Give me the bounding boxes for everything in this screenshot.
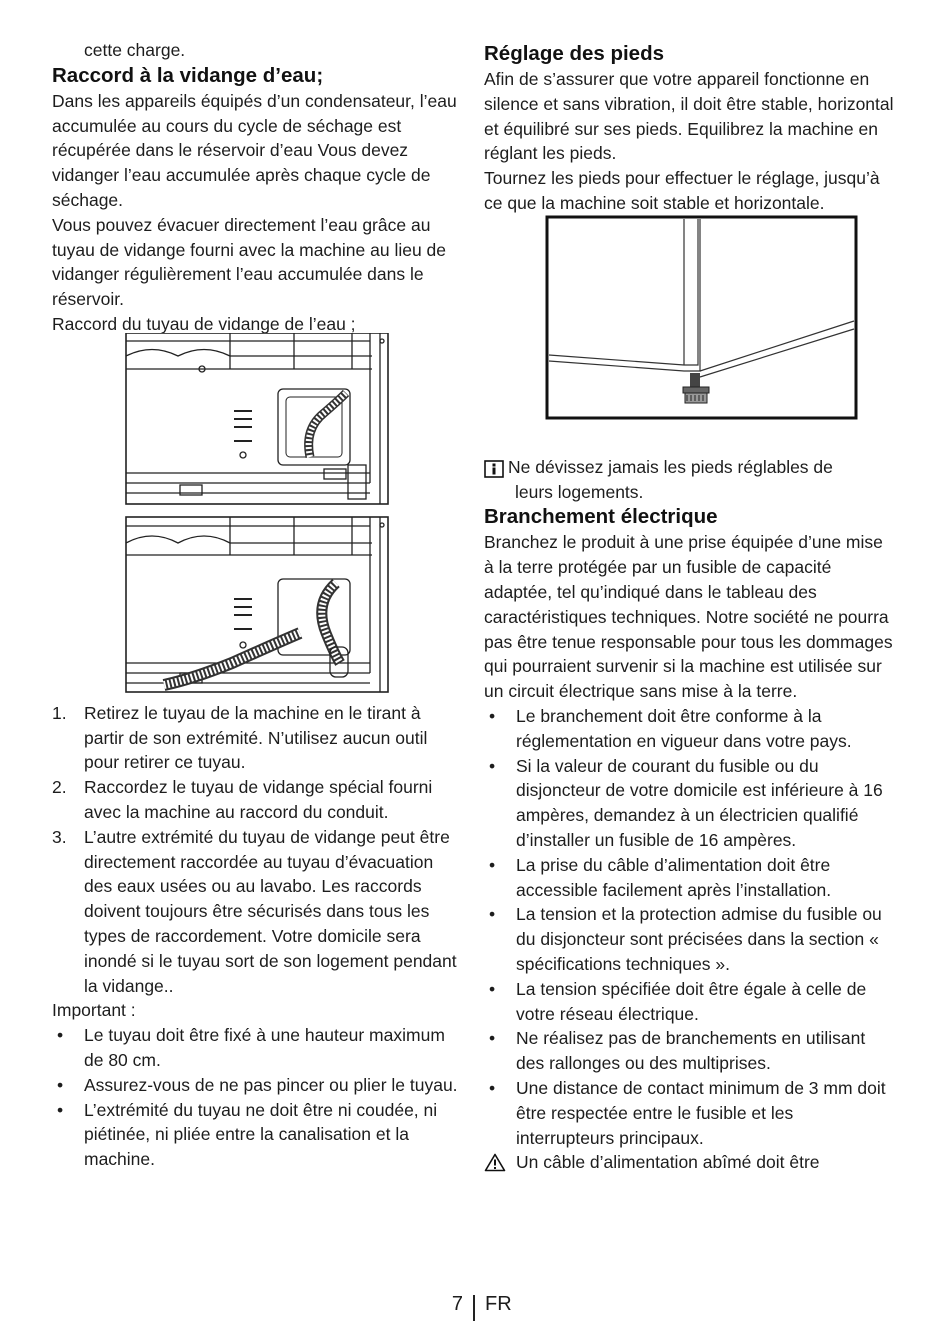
steps-list bbox=[52, 701, 462, 999]
feet-para-2: Tournez les pieds pour effectuer le réglage, jusqu’à ce que la machine soit stable et horizontale. bbox=[484, 168, 880, 213]
drain-para-3: Raccord du tuyau de vidange de l’eau ; bbox=[52, 313, 356, 334]
list-item: • La tension spécifiée doit être égale à celle de votre réseau électrique. bbox=[489, 978, 867, 1024]
info-icon bbox=[484, 460, 504, 478]
warning-icon bbox=[484, 1153, 506, 1172]
drain-para-2: Vous pouvez évacuer directement l’eau grâce au tuyau de vidange fourni avec la machine au lieu de vidanger régulièrement l’eau accumulée dans le réservoir. bbox=[52, 214, 447, 310]
list-item: • Si la valeur de courant du fusible ou du disjoncteur de votre domicile est inférieure à 16 ampères, demandez à un électricien qualifié d’installer un fusible de 16 ampères. bbox=[489, 755, 883, 850]
damaged-cable-warning: Un câble d’alimentation abîmé doit être bbox=[484, 1150, 894, 1175]
list-item: 2. Raccordez le tuyau de vidange spécial fourni avec la machine au raccord du conduit. bbox=[52, 777, 433, 822]
feet-para-1: Afin de s’assurer que votre appareil fonctionne en silence et sans vibration, il doit être stable, horizontal et équilibré sur ses pieds. Equilibrez la machine en réglant les pieds. bbox=[484, 69, 894, 164]
footer-divider bbox=[473, 1295, 475, 1321]
important-label: Important : bbox=[52, 1000, 136, 1021]
list-item: • Une distance de contact minimum de 3 mm doit être respectée entre le fusible et les interrupteurs principaux. bbox=[489, 1077, 886, 1148]
list-item: • L’extrémité du tuyau ne doit être ni coudée, ni piétinée, ni pliée entre la canalisation et la machine. bbox=[57, 1099, 438, 1170]
feet-note: Ne dévissez jamais les pieds réglables de leurs logements. bbox=[484, 455, 894, 505]
right-column bbox=[484, 38, 894, 1175]
electrical-para: Branchez le produit à une prise équipée d’une mise à la terre protégée par un fusible de capacité adaptée, tel qu’indiqué dans le tableau des caractéristiques techniques. Notre société ne pourra pas être tenue responsable pour tous les dommages qui pourraient survenir si la machine est utilisée sur un circuit électrique sans mise à la terre. bbox=[484, 532, 893, 702]
electrical-bullets bbox=[484, 704, 894, 1150]
drain-hose-illustration bbox=[52, 333, 462, 705]
list-item: • Ne réalisez pas de branchements en utilisant des rallonges ou des multiprises. bbox=[489, 1028, 866, 1074]
drain-connection-heading: Raccord à la vidange d’eau; bbox=[52, 63, 324, 87]
feet-adjustment-heading: Réglage des pieds bbox=[484, 42, 665, 65]
language-code: FR bbox=[485, 1293, 512, 1315]
list-item: • Assurez-vous de ne pas pincer ou plier le tuyau. bbox=[57, 1074, 458, 1095]
list-item: • La tension et la protection admise du fusible ou du disjoncteur sont précisées dans la section « spécifications techniques ». bbox=[489, 904, 882, 974]
drain-para-1: Dans les appareils équipés d’un condensateur, l’eau accumulée au cours du cycle de séchage est récupérée dans le réservoir d’eau Vous devez vidanger l’eau accumulée après chaque cycle de séchage. bbox=[52, 90, 457, 210]
list-item: 3. L’autre extrémité du tuyau de vidange peut être directement raccordée au tuyau d’évacuation des eaux usées ou au lavabo. Les raccords doivent toujours être sécurisés dans tous les types de raccordement. Votre domicile sera inondé si le tuyau sort de son logement pendant la vidange.. bbox=[52, 826, 457, 996]
electrical-connection-heading: Branchement électrique bbox=[484, 505, 718, 529]
list-item: 1. Retirez le tuyau de la machine en le tirant à partir de son extrémité. N’utilisez aucun outil pour retirer ce tuyau. bbox=[52, 702, 428, 773]
adjustable-feet-illustration bbox=[484, 215, 894, 421]
important-bullets bbox=[52, 1023, 462, 1172]
page-number: 7 bbox=[451, 1293, 463, 1315]
continuation-text: cette charge. bbox=[84, 40, 186, 60]
left-column bbox=[52, 38, 462, 1172]
list-item: • Le branchement doit être conforme à la réglementation en vigueur dans votre pays. bbox=[489, 705, 852, 751]
list-item: • Le tuyau doit être fixé à une hauteur maximum de 80 cm. bbox=[57, 1025, 445, 1070]
list-item: • La prise du câble d’alimentation doit être accessible facilement après l’installation. bbox=[489, 854, 832, 900]
